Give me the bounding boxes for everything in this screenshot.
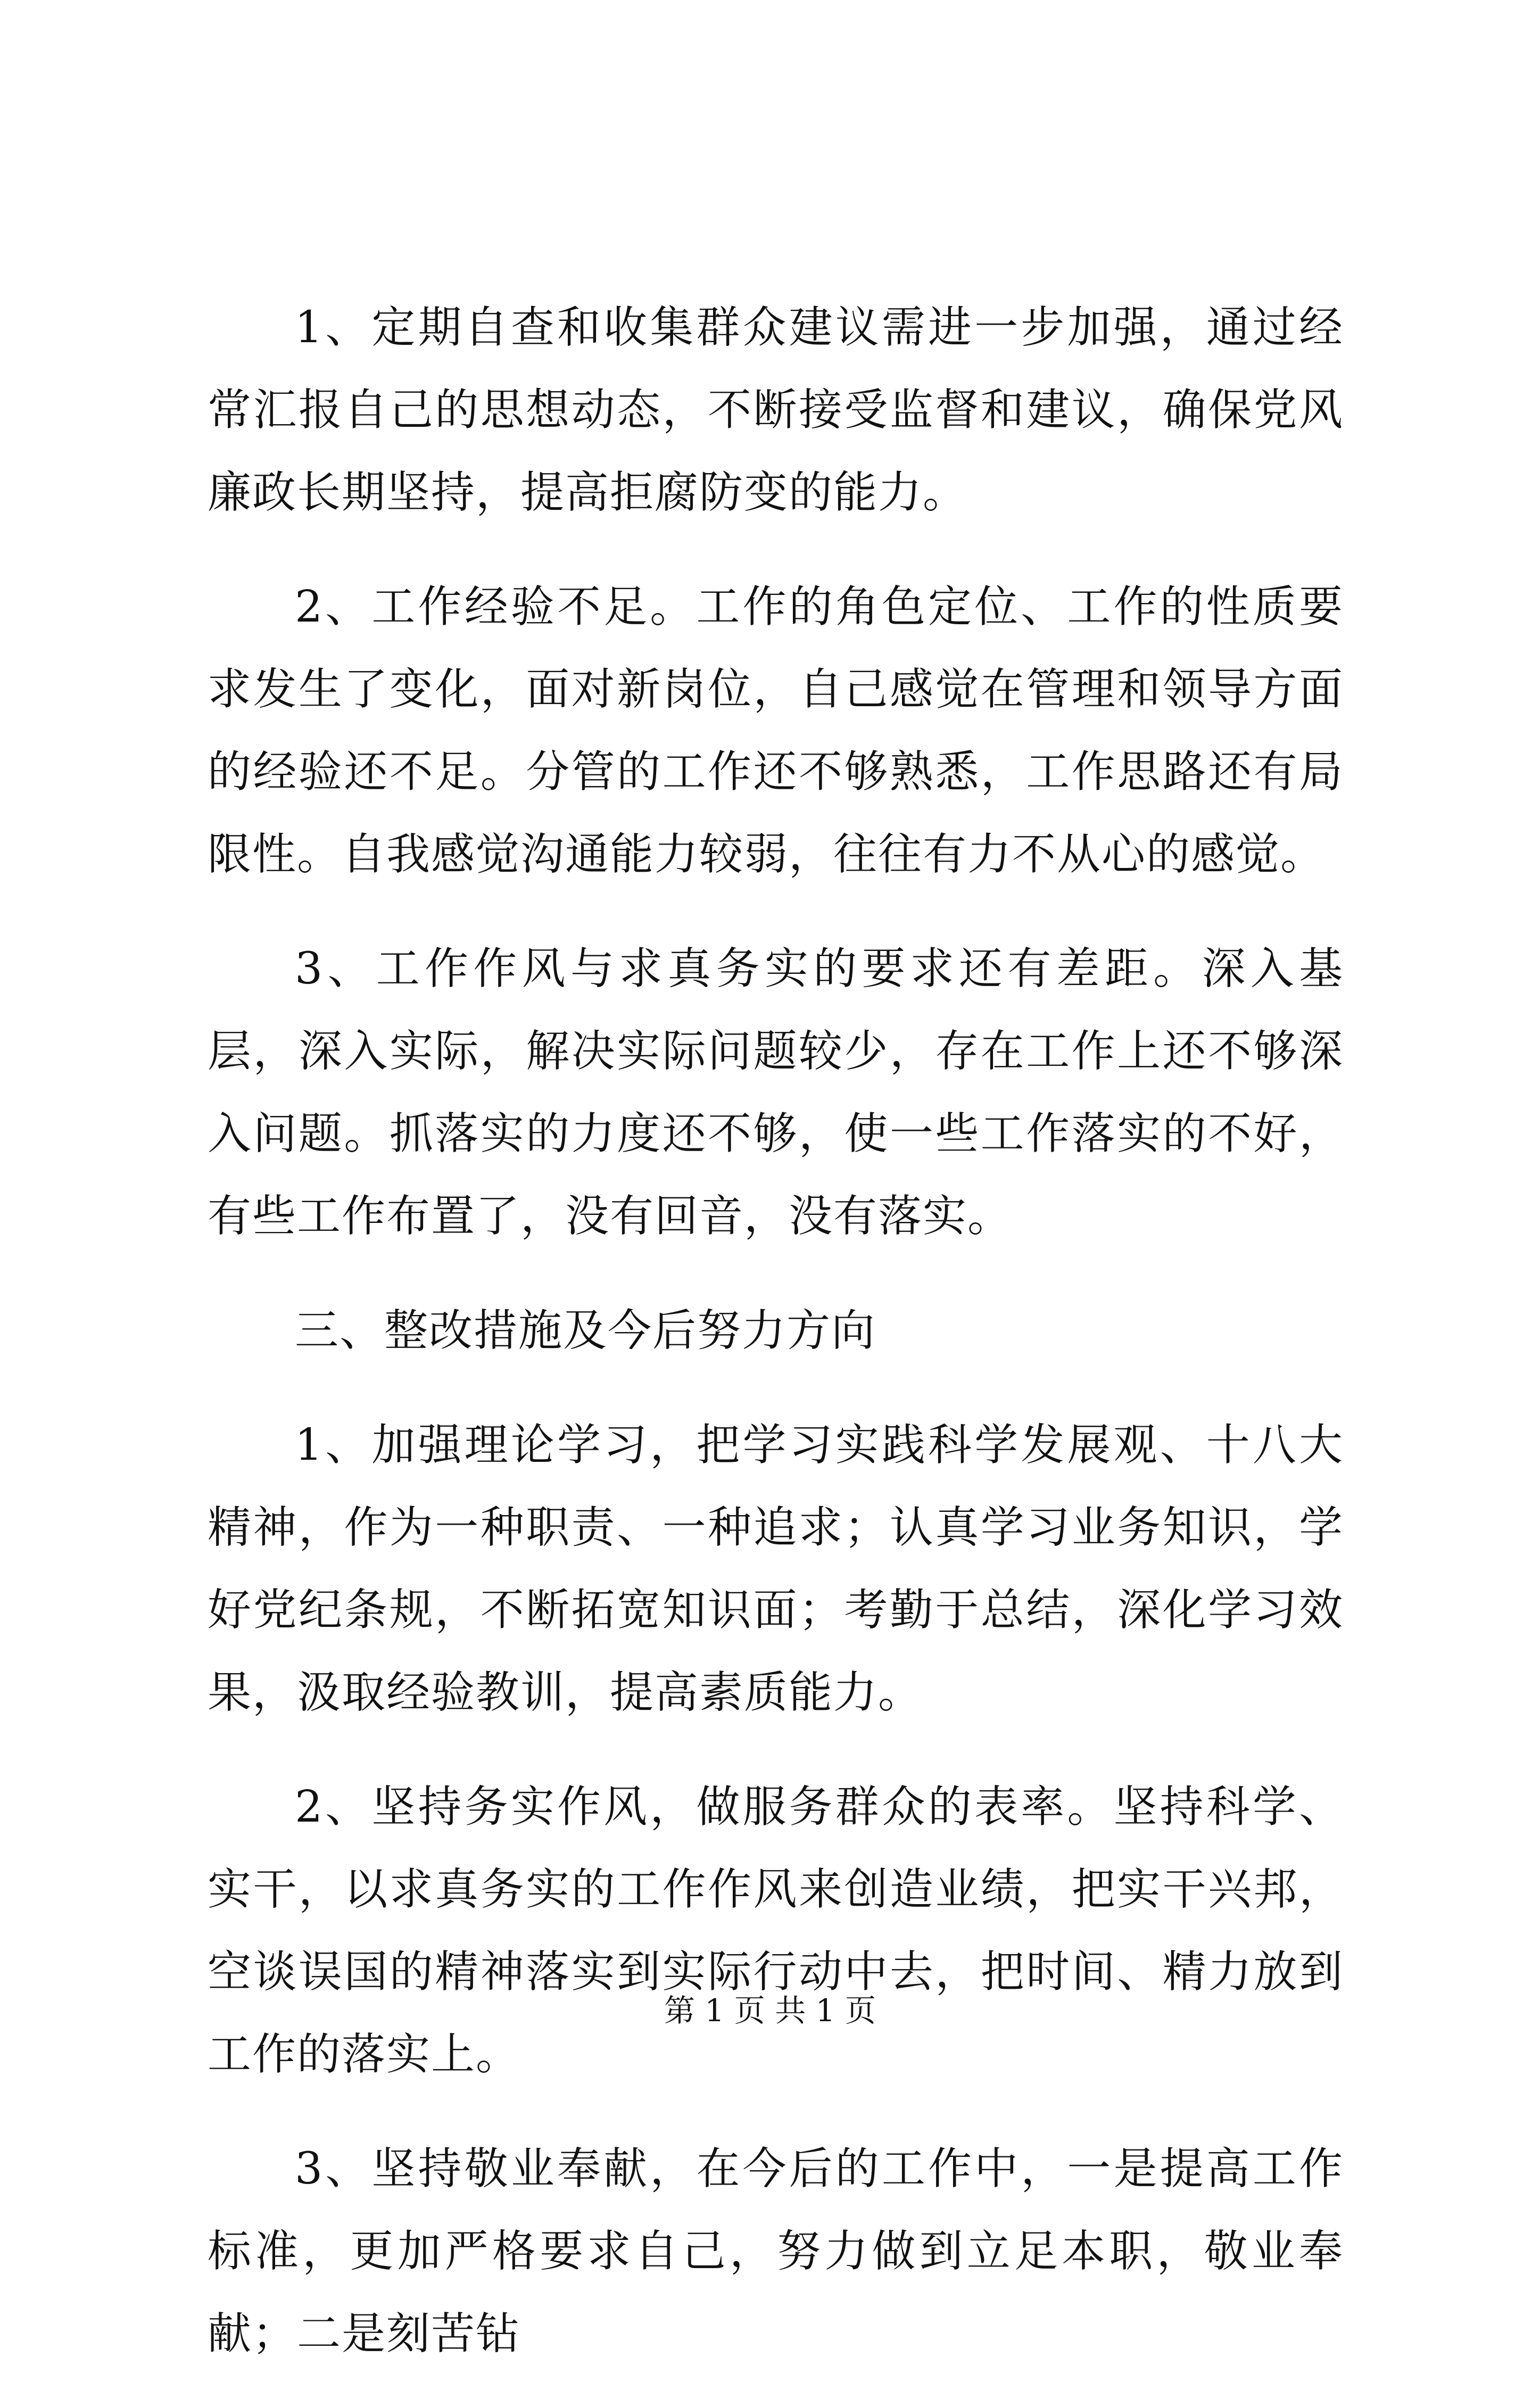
paragraph-4: 1、加强理论学习，把学习实践科学发展观、十八大精神，作为一种职责、一种追求；认真学习业务知识，学好党纪条规，不断拓宽知识面；考勤于总结，深化学习效果，汲取经验教训，提高素质能力。 (208, 1420, 1344, 1718)
paragraph-6: 3、坚持敬业奉献，在今后的工作中，一是提高工作标准，更加严格要求自己，努力做到立足本职，敬业奉献；二是刻苦钻 (208, 2144, 1344, 2359)
paragraph-2: 2、工作经验不足。工作的角色定位、工作的性质要求发生了变化，面对新岗位，自己感觉在管理和领导方面的经验还不足。分管的工作还不够熟悉，工作思路还有局限性。自我感觉沟通能力较弱，往往有力不从心的感觉。 (208, 582, 1344, 880)
paragraph-3: 3、工作作风与求真务实的要求还有差距。深入基层，深入实际，解决实际问题较少，存在工作上还不够深入问题。抓落实的力度还不够，使一些工作落实的不好，有些工作布置了，没有回音，没有落实。 (208, 944, 1344, 1242)
paragraph-1: 1、定期自查和收集群众建议需进一步加强，通过经常汇报自己的思想动态，不断接受监督和建议，确保党风廉政长期坚持，提高拒腐防变的能力。 (208, 302, 1344, 518)
page-footer: 第 1 页 共 1 页 (664, 1992, 876, 2029)
document-body (208, 286, 1344, 2407)
paragraph-5: 2、坚持务实作风，做服务群众的表率。坚持科学、实干，以求真务实的工作作风来创造业绩，把实干兴邦，空谈误国的精神落实到实际行动中去，把时间、精力放到工作的落实上。 (208, 1782, 1344, 2080)
section-heading: 三、整改措施及今后努力方向 (295, 1305, 876, 1356)
